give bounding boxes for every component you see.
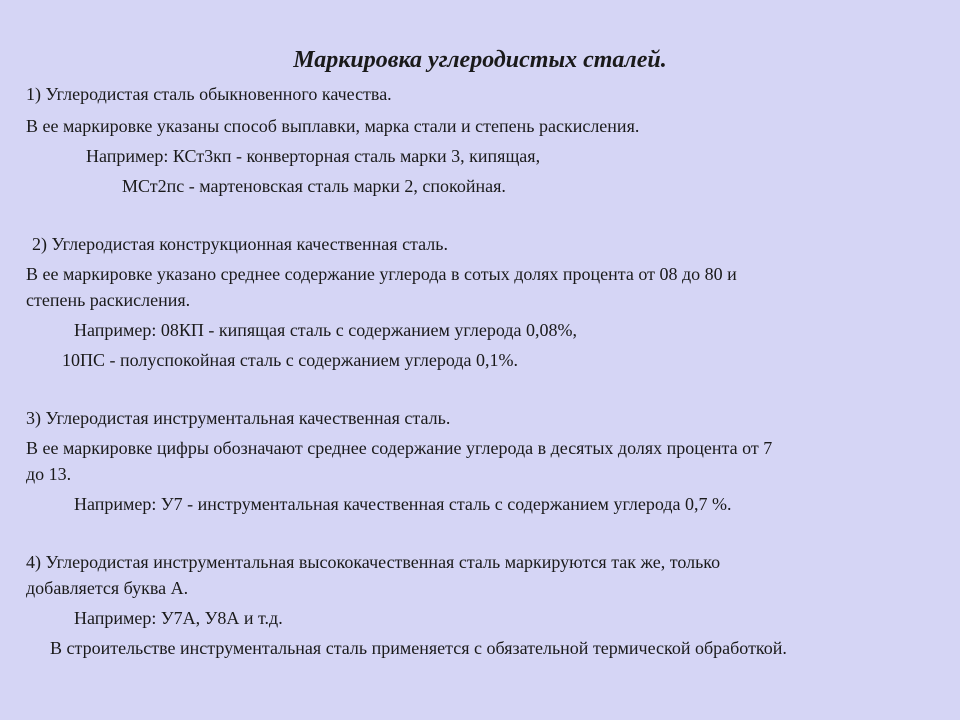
section-4-example-1: Например: У7А, У8А и т.д. [74,608,283,628]
section-1-example-2: МСт2пс - мартеновская сталь марки 2, спокойная. [122,176,506,196]
section-1-description: В ее маркировке указаны способ выплавки, марка стали и степень раскисления. [26,116,640,136]
section-3-description-line-1: В ее маркировке цифры обозначают среднее содержание углерода в десятых долях процента от 7 [26,438,773,458]
section-1-example-1: Например: КСт3кп - конверторная сталь марки 3, кипящая, [86,146,541,166]
section-3-description-line-2: до 13. [26,464,72,484]
section-2-example-2: 10ПС - полуспокойная сталь с содержанием углерода 0,1%. [62,350,519,370]
section-2-heading: 2) Углеродистая конструкционная качественная сталь. [32,234,448,254]
section-2-example-1: Например: 08КП - кипящая сталь с содержанием углерода 0,08%, [74,320,577,340]
section-4-description: добавляется буква А. [26,578,189,598]
section-2-description-line-1: В ее маркировке указано среднее содержание углерода в сотых долях процента от 08 до 80 и [26,264,737,284]
section-3-heading: 3) Углеродистая инструментальная качественная сталь. [26,408,451,428]
footer-note: В строительстве инструментальная сталь применяется с обязательной термической обработкой. [50,638,787,658]
section-1-heading: 1) Углеродистая сталь обыкновенного качества. [26,84,392,104]
section-4-heading: 4) Углеродистая инструментальная высококачественная сталь маркируются так же, только [26,552,721,572]
slide-title: Маркировка углеродистых сталей. [293,47,667,73]
section-2-description-line-2: степень раскисления. [26,290,191,310]
section-3-example-1: Например: У7 - инструментальная качественная сталь с содержанием углерода 0,7 %. [74,494,732,514]
